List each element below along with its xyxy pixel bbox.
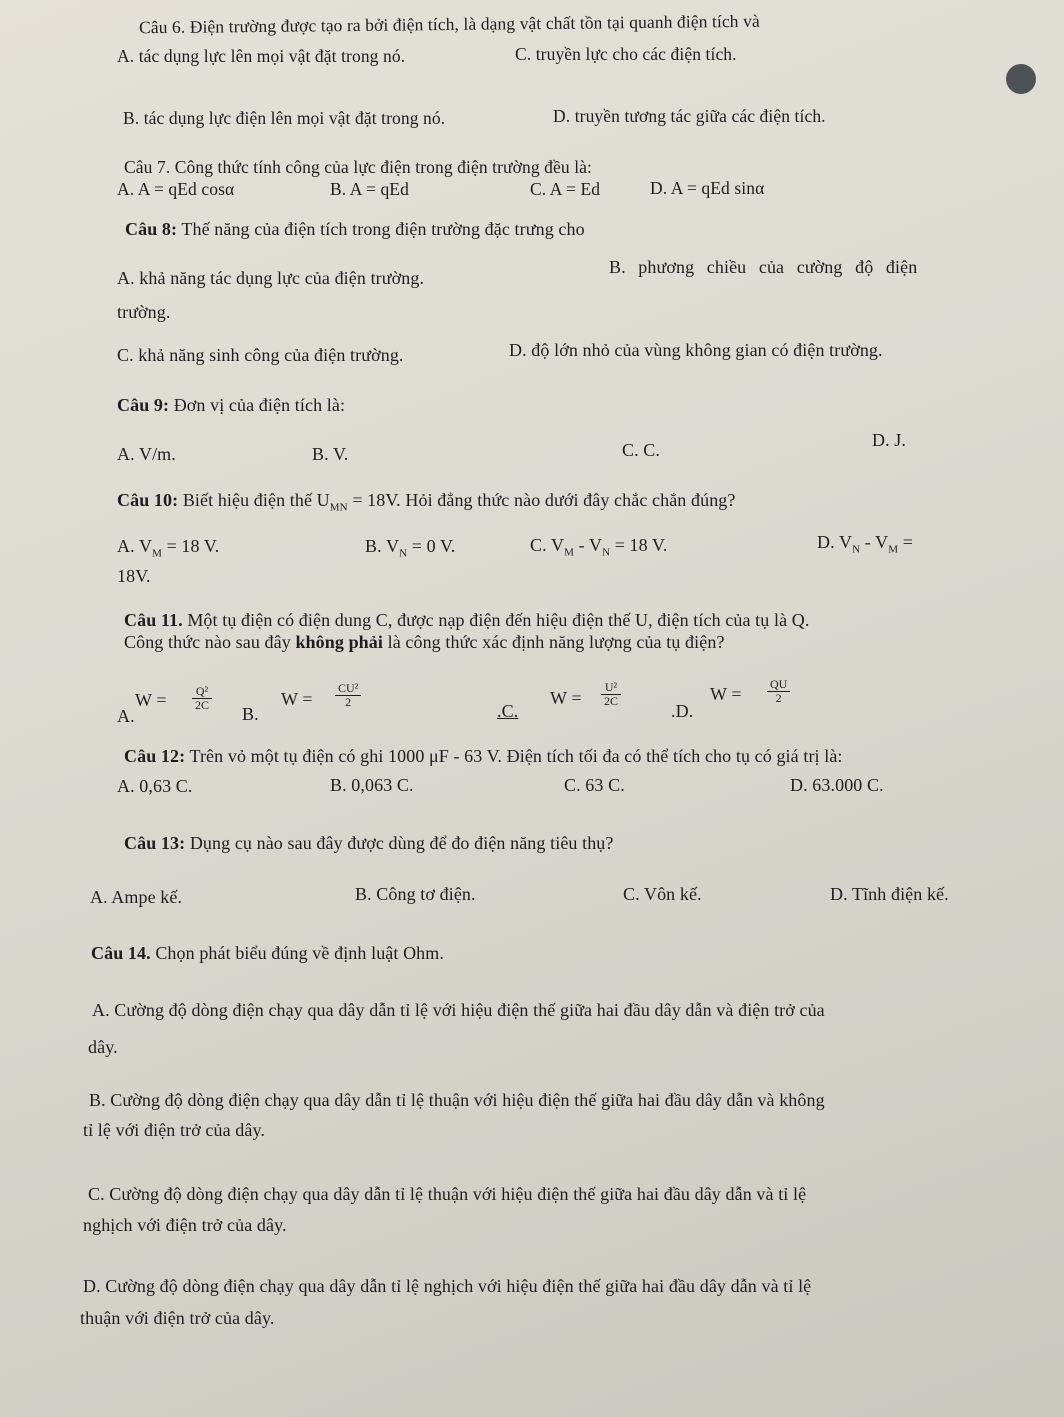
- q6-option-a: A. tác dụng lực lên mọi vật đặt trong nó.: [117, 46, 406, 66]
- q13-text: Dụng cụ nào sau đây được dùng để đo điện năng tiêu thụ?: [185, 833, 614, 853]
- q13-option-c: C. Vôn kế.: [623, 884, 702, 904]
- q11-stem-line2: [124, 632, 725, 653]
- q8-option-c: C. khả năng sinh công của điện trường.: [117, 345, 404, 365]
- q14-option-b-line2: tỉ lệ với điện trở của dây.: [83, 1120, 266, 1140]
- q10-option-d: [817, 532, 913, 556]
- q10-b-sub: N: [399, 547, 408, 560]
- q11-d-label: .D.: [671, 701, 694, 721]
- q11-line2c: là công thức xác định năng lượng của tụ điện?: [383, 632, 725, 652]
- q8-text: Thế năng của điện tích trong điện trường đặc trưng cho: [177, 219, 585, 239]
- q7-option-c: C. A = Ed: [530, 179, 601, 199]
- q8-number: Câu 8:: [125, 219, 178, 239]
- q11-d-fraction: [767, 678, 790, 705]
- q11-c-fraction: [601, 681, 621, 708]
- q6-option-b: B. tác dụng lực điện lên mọi vật đặt trong nó.: [123, 108, 446, 128]
- q14-option-a-line1: A. Cường độ dòng điện chạy qua dây dẫn tỉ lệ với hiệu điện thế giữa hai đầu dây dẫn và điện trở của: [92, 1000, 825, 1020]
- q14-option-d-line2: thuận với điện trở của dây.: [80, 1308, 275, 1328]
- q10-d-text3: =: [898, 532, 913, 552]
- q8-option-b-line1: B. phương chiều của cường độ điện: [609, 257, 918, 277]
- q14-option-a-line2: dây.: [88, 1037, 118, 1057]
- q7-option-a: A. A = qEd cosα: [117, 179, 235, 199]
- q12-option-d: D. 63.000 C.: [790, 775, 884, 795]
- q10-option-c: [530, 535, 667, 559]
- q7-stem: Câu 7. Công thức tính công của lực điện trong điện trường đều là:: [124, 157, 593, 177]
- q11-c-lhs: W =: [550, 688, 582, 708]
- q10-option-d-cont: 18V.: [117, 566, 151, 586]
- q14-option-b-line1: B. Cường độ dòng điện chạy qua dây dẫn tỉ lệ thuận với hiệu điện thế giữa hai đầu dây dẫn và không: [89, 1090, 825, 1110]
- q8-option-a: A. khả năng tác dụng lực của điện trường.: [117, 268, 425, 288]
- q13-option-d: D. Tĩnh điện kế.: [830, 884, 949, 904]
- q10-sub: MN: [329, 501, 348, 514]
- q13-stem: [124, 833, 614, 854]
- q10-a-sub: M: [152, 547, 162, 560]
- q11-stem: [124, 610, 809, 631]
- q11-line2b: không phải: [295, 632, 383, 652]
- q12-option-a: A. 0,63 C.: [117, 776, 193, 796]
- q10-d-text: D. V: [817, 532, 853, 552]
- q11-line2a: Công thức nào sau đây: [124, 632, 296, 652]
- q11-b-fraction: [335, 682, 361, 709]
- q6-option-c: C. truyền lực cho các điện tích.: [515, 44, 737, 64]
- q11-d-lhs: W =: [710, 684, 742, 704]
- q11-b-lhs: W =: [281, 689, 313, 709]
- q13-number: Câu 13:: [124, 833, 186, 853]
- q7-option-d: D. A = qEd sinα: [650, 178, 765, 198]
- q12-stem: [124, 746, 843, 767]
- q10-a-text: A. V: [117, 536, 153, 556]
- q10-c-text3: = 18 V.: [610, 535, 668, 555]
- q13-option-a: A. Ampe kế.: [90, 887, 183, 907]
- q12-option-c: C. 63 C.: [564, 775, 625, 795]
- q11-c-label: .C.: [497, 701, 519, 721]
- q6-option-d: D. truyền tương tác giữa các điện tích.: [553, 106, 826, 126]
- q10-c-sub2: N: [602, 546, 611, 559]
- q9-number: Câu 9:: [117, 395, 170, 415]
- q9-option-c: C. C.: [622, 440, 661, 460]
- q10-d-sub2: M: [888, 543, 899, 556]
- q9-text: Đơn vị của điện tích là:: [169, 395, 346, 415]
- q10-number: Câu 10:: [117, 490, 179, 510]
- q7-option-b: B. A = qEd: [330, 179, 409, 199]
- q9-option-d: D. J.: [872, 430, 907, 450]
- q6-stem: Câu 6. Điện trường được tạo ra bởi điện tích, là dạng vật chất tồn tại quanh điện tích và: [138, 10, 760, 38]
- q14-text: Chọn phát biểu đúng về định luật Ohm.: [150, 943, 444, 963]
- q10-stem: [117, 490, 736, 514]
- q11-c-numerator: U²: [601, 681, 621, 695]
- q14-option-d-line1: D. Cường độ dòng điện chạy qua dây dẫn tỉ lệ nghịch với hiệu điện thế giữa hai đầu dây dẫn và tỉ lệ: [83, 1276, 812, 1296]
- q9-option-a: A. V/m.: [117, 444, 176, 464]
- q10-option-a: [117, 536, 219, 560]
- q11-b-numerator: CU²: [335, 682, 361, 696]
- q9-option-b: B. V.: [312, 444, 349, 464]
- page-mark: [1006, 64, 1036, 94]
- q8-option-b-line2: trường.: [117, 302, 171, 322]
- q11-a-fraction: [192, 685, 212, 712]
- q11-b-label: B.: [242, 704, 259, 724]
- q10-c-sub: M: [564, 546, 574, 559]
- q14-option-c-line1: C. Cường độ dòng điện chạy qua dây dẫn tỉ lệ thuận với hiệu điện thế giữa hai đầu dây dẫn và tỉ lệ: [88, 1184, 807, 1204]
- q13-option-b: B. Công tơ điện.: [355, 884, 476, 904]
- q11-number: Câu 11.: [124, 610, 183, 630]
- q10-text: Biết hiệu điện thế U: [178, 490, 330, 510]
- q10-text2: = 18V. Hỏi đẳng thức nào dưới đây chắc chắn đúng?: [347, 490, 736, 510]
- q11-d-denominator: 2: [775, 691, 782, 705]
- q10-b-text: B. V: [365, 536, 400, 556]
- q12-number: Câu 12:: [124, 746, 186, 766]
- q10-option-b: [365, 536, 455, 560]
- q10-b-text2: = 0 V.: [407, 536, 456, 556]
- q14-number: Câu 14.: [91, 943, 151, 963]
- q14-stem: [91, 943, 444, 964]
- q11-a-denominator: 2C: [195, 698, 210, 712]
- q10-a-text2: = 18 V.: [161, 536, 220, 556]
- q11-a-label: A.: [117, 706, 135, 726]
- q12-option-b: B. 0,063 C.: [330, 775, 414, 795]
- q11-a-lhs: W =: [135, 690, 167, 710]
- q11-b-denominator: 2: [345, 695, 352, 709]
- q11-c-denominator: 2C: [604, 694, 619, 708]
- q11-d-numerator: QU: [767, 678, 790, 692]
- q10-d-text2: - V: [860, 532, 889, 552]
- q11-text: Một tụ điện có điện dung C, được nạp điện đến hiệu điện thế U, điện tích của tụ là Q.: [182, 610, 810, 630]
- q10-c-text2: - V: [573, 535, 603, 555]
- q10-d-sub: N: [852, 543, 861, 556]
- q12-text: Trên vỏ một tụ điện có ghi 1000 μF - 63 V. Điện tích tối đa có thể tích cho tụ có giá trị là:: [185, 746, 843, 766]
- q11-a-numerator: Q²: [192, 685, 212, 699]
- q10-c-text: C. V: [530, 535, 565, 555]
- q8-option-d: D. độ lớn nhỏ của vùng không gian có điện trường.: [509, 340, 883, 360]
- q14-option-c-line2: nghịch với điện trở của dây.: [83, 1215, 287, 1235]
- q9-stem: [117, 395, 345, 416]
- q8-stem: [125, 219, 585, 240]
